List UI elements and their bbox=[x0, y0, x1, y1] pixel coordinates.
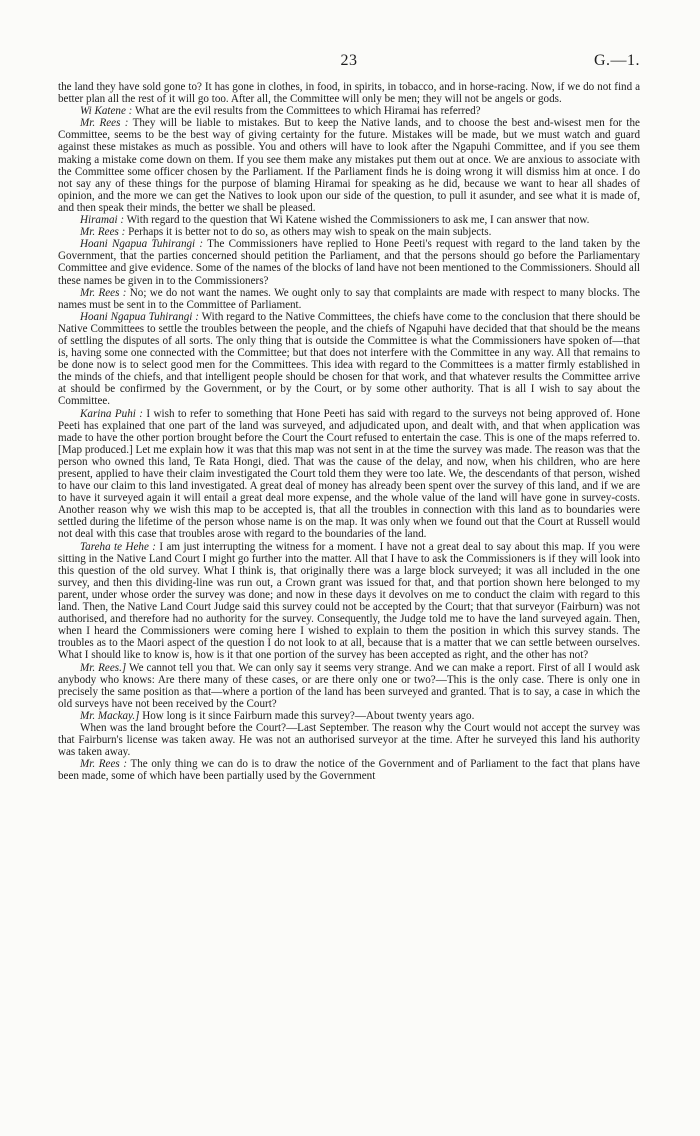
paragraph-text: They will be liable to mistakes. But to keep the Native lands, and to choose the best and-wisest men for the Committee, seems to be the best way of giving certainty for the future. Mistakes will be made, but we must watch and guard against these mistakes as much as possible. You and others will have to look after the Ngapuhi Committee, and if you see them making a mistake come down on them. If you see them make any mistakes put them out at once. We are anxious to associate with the Committee some officer chosen by the Parliament. If the Parliament finds he is doing wrong it will dismiss him at once. I do not say any of these things for the purpose of blaming Hiramai for speaking as he did, because we want to hear all shades of opinion, and the more we can get the Natives to look upon our side of the question, to pull it asunder, and see what it is made of, and then speak their minds, the better we shall be pleased. bbox=[58, 117, 640, 214]
paragraph bbox=[58, 117, 640, 214]
speaker-name: Mr. Mackay.] bbox=[80, 709, 140, 722]
paragraph-text: We cannot tell you that. We can only say it seems very strange. And we can make a report. First of all I would ask anybody who knows: Are there many of these cases, or are there only one or two?—This is the only case. There is only one in precisely the same position as that—where a portion of the land has been surveyed and granted. That is to say, a case in which the old surveys have not been received by the Court? bbox=[58, 661, 640, 710]
paragraph bbox=[58, 408, 640, 541]
speaker-name: Hoani Ngapua Tuhirangi : bbox=[80, 310, 199, 323]
paragraph bbox=[58, 311, 640, 408]
page-header bbox=[58, 52, 640, 76]
paragraph-text: No; we do not want the names. We ought only to say that complaints are made with respect to many blocks. The names must be sent in to the Committee of Parliament. bbox=[58, 286, 640, 311]
paragraph-text: I wish to refer to something that Hone Peeti has said with regard to the surveys not being approved of. Hone Peeti has explained that one part of the land was surveyed, and adjudicated upon, and dealt with, and that when application was made to have the other portion brought before the Court the Court refused to entertain the case. This is one of the maps referred to. [Map produced.] Let me explain how it was that this map was not sent in at the time the survey was made. The reason was that the person who owned this land, Te Rata Hongi, died. That was the cause of the delay, and now, when his children, who are here present, applied to have their claim investigated the Court told them they were too late. We, the descendants of that person, wished to have our claim to this land investigated. A great deal of money has already been spent over the survey of this land, and if we are to have it surveyed again it will entail a great deal more expense, and the whole value of the land will have gone in survey-costs. Another reason why we wish this map to be accepted is, that all the troubles in connection with this land as to boundaries were settled during the lifetime of the person whose name is on the map. It was only when we found out that the Court at Russell would not deal with this case that troubles arose with regard to the boundaries of the land. bbox=[58, 407, 640, 541]
paragraph-text: The only thing we can do is to draw the notice of the Government and of Parliament to the fact that plans have been made, some of which have been partially used by the Government bbox=[58, 758, 640, 783]
speaker-name: Karina Puhi : bbox=[80, 407, 143, 420]
paragraph bbox=[58, 710, 640, 722]
speaker-name: Tareha te Hehe : bbox=[80, 540, 156, 553]
document-reference: G.—1. bbox=[593, 52, 640, 69]
speaker-name: Wi Katene : bbox=[80, 105, 133, 118]
paragraph-text: With regard to the question that Wi Katene wished the Commissioners to ask me, I can answer that now. bbox=[124, 214, 590, 227]
paragraph bbox=[58, 662, 640, 710]
paragraph-text: I am just interrupting the witness for a moment. I have not a great deal to say about this map. If you were sitting in the Native Land Court I might go further into the matter. All that I have to ask the Commissioners is if they will look into this question of the old survey. What I think is, that originally there was a large block surveyed; it was all included in the one survey, and then this dividing-line was run out, a Crown grant was issued for that, and that portion shown here belonged to my parent, under whose order the survey was done; and now in these days it devolves on me to conduct the claim with regard to this land. Then, the Native Land Court Judge said this survey could not be accepted by the Court; that that surveyor (Fairburn) was not authorised, and therefore had no authority for the survey. Consequently, the Judge told me to have the land surveyed again. Then, when I heard the Commissioners were coming here I wished to explain to them the position in which this survey stands. The troubles as to the Maori aspect of the question I do not look to at all, because that is a matter that we can settle between ourselves. What I should like to know is, how is it that one portion of the survey has been accepted as right, and the other has not? bbox=[58, 540, 640, 662]
paragraph bbox=[58, 226, 640, 238]
paragraph bbox=[58, 287, 640, 311]
body-text bbox=[58, 81, 640, 782]
paragraph bbox=[58, 81, 640, 105]
paragraph-text: What are the evil results from the Committees to which Hiramai has referred? bbox=[132, 105, 481, 118]
speaker-name: Mr. Rees : bbox=[80, 117, 129, 130]
paragraph-text: Perhaps it is better not to do so, as others may wish to speak on the main subjects. bbox=[125, 226, 492, 239]
paragraph-text: How long is it since Fairburn made this survey?—About twenty years ago. bbox=[139, 709, 475, 722]
paragraph bbox=[58, 541, 640, 662]
paragraph-text: With regard to the Native Committees, the chiefs have come to the conclusion that there should be Native Committees to settle the troubles between the people, and the chiefs of Ngapuhi have decided that that should be the means of settling the disputes of all sorts. The only thing that is outside the Committee is what the Commissioners have spoken of—that is, having some one connected with the Committee; but that does not interfere with the Committee in any way. All that remains to be done now is to select good men for the Committees. This idea with regard to the Committees is a matter firmly established in the minds of the chiefs, and that intelligent people should be chosen for that work, and that whatever results the Committee arrive at should be confirmed by the Government, or by the Court, or by some other authority. That is all I wish to say about the Committee. bbox=[58, 310, 640, 408]
speaker-name: Mr. Rees : bbox=[80, 226, 126, 239]
speaker-name: Mr. Rees : bbox=[80, 758, 128, 771]
speaker-name: Hiramai : bbox=[80, 214, 125, 227]
page-number: 23 bbox=[340, 52, 358, 69]
paragraph bbox=[58, 214, 640, 226]
speaker-name: Mr. Rees.] bbox=[80, 661, 127, 674]
paragraph bbox=[58, 238, 640, 286]
paragraph-text: When was the land brought before the Court?—Last September. The reason why the Court would not accept the survey was that Fairburn's license was taken away. He was not an authorised surveyor at the time. After he surveyed this land his authority was taken away. bbox=[58, 721, 640, 759]
paragraph-text: the land they have sold gone to? It has gone in clothes, in food, in spirits, in tobacco, and in horse-racing. Now, if we do not find a better plan all the rest of it will go too. After all, the Committee will only be men; they will not be angels or gods. bbox=[58, 81, 640, 106]
paragraph bbox=[58, 105, 640, 117]
speaker-name: Hoani Ngapua Tuhirangi : bbox=[80, 238, 204, 251]
paragraph-text: The Commissioners have replied to Hone Peeti's request with regard to the land taken by the Government, that the parties concerned should petition the Parliament, and that the persons should go before the Parliamentary Committee and give evidence. Some of the names of the blocks of land have not been mentioned to the Commissioners. Should all these names be given in to the Commissioners? bbox=[58, 238, 640, 287]
paragraph bbox=[58, 722, 640, 758]
paragraph bbox=[58, 758, 640, 782]
speaker-name: Mr. Rees : bbox=[80, 286, 127, 299]
